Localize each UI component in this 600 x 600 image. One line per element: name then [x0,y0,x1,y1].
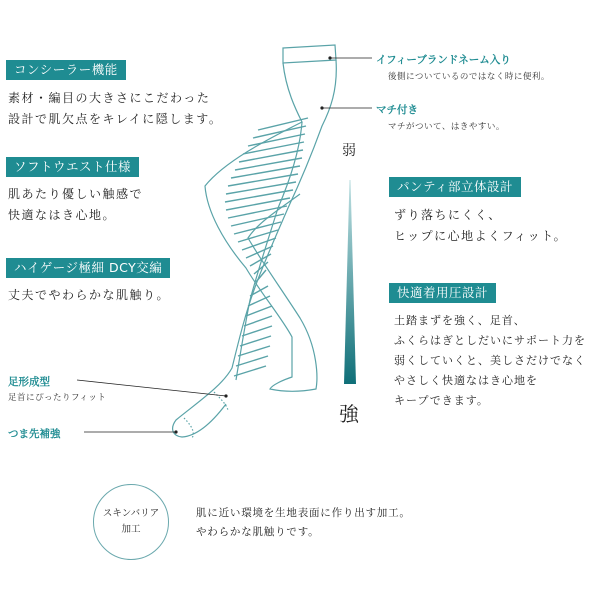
feature-tag-soft-waist: ソフトウエスト仕様 [6,157,139,177]
feature-tag-concealer: コンシーラー機能 [6,60,126,80]
feature-desc-panty-3d: ずり落ちにくく、 ヒップに心地よくフィット。 [394,208,568,243]
annotation-foot-shape-title: 足形成型 [8,376,50,388]
feature-desc-high-gauge: 丈夫でやわらかな肌触り。 [8,288,171,302]
annotation-toe-title: つま先補強 [8,428,61,440]
feature-desc-pressure: 土踏まずを強く、足首、 ふくらはぎとしだいにサポート力を 弱くしていくと、美しさだけでなく やさしく快適なはき心地を キープできます。 [394,314,586,407]
annotation-gusset-sub: マチがついて、はきやすい。 [388,122,505,132]
skin-barrier-badge: スキンバリア 加工 [93,484,169,560]
annotation-brand-name-sub: 後側についているのではなく時に便利。 [388,72,550,82]
waistband [283,45,336,63]
annotation-gusset-title: マチ付き [376,104,418,116]
skin-barrier-description: 肌に近い環境を生地表面に作り出す加工。 やわらかな肌触りです。 [196,507,411,538]
feature-desc-soft-waist: 肌あたり優しい触感で 快適なはき心地。 [8,187,144,222]
pressure-gradient-bar [344,180,356,384]
feature-tag-high-gauge: ハイゲージ極細 DCY交編 [6,258,170,278]
feature-desc-concealer: 素材・編目の大きさにこだわった 設計で肌欠点をキレイに隠します。 [8,91,223,126]
annotation-brand-name-title: イフィーブランドネーム入り [376,54,511,66]
annotation-foot-shape-sub: 足首にぴったりフィット [8,393,107,403]
pressure-strong-label: 強 [339,402,359,426]
feature-tag-panty-3d: パンティ部立体設計 [389,177,521,197]
pressure-weak-label: 弱 [342,143,356,159]
feature-tag-pressure: 快適着用圧設計 [389,283,496,303]
